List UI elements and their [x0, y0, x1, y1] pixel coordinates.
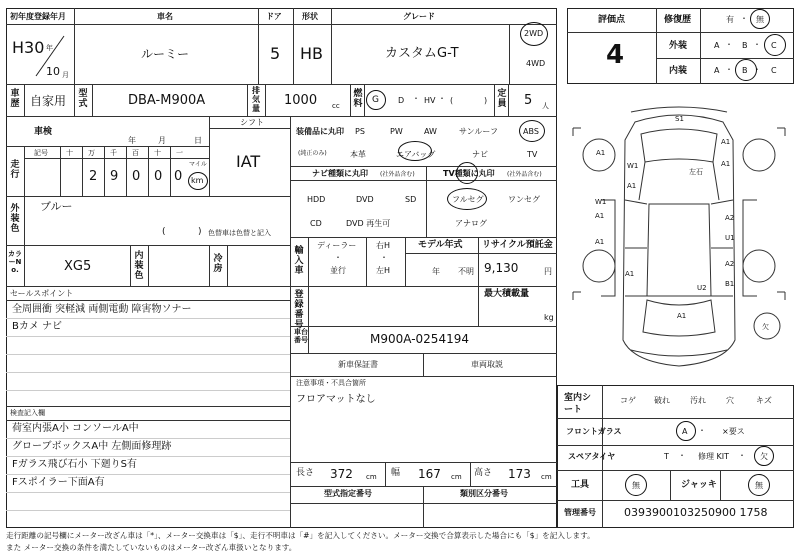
aircon-label: 冷房: [213, 254, 223, 274]
grade-label: グレード: [403, 12, 435, 21]
model-type-value: DBA-M900A: [128, 93, 206, 108]
score-value: 4: [606, 40, 625, 70]
inspection-label: 検査記入欄: [10, 409, 45, 417]
notices-value: フロアマットなし: [296, 394, 376, 405]
odo-digit-2: 0: [132, 169, 141, 184]
spare-tire-label: スペアタイヤ: [568, 452, 616, 461]
fuel-d: D: [398, 96, 405, 105]
car-name-value: ルーミー: [141, 47, 190, 61]
spare-dot-2: ・: [738, 451, 746, 460]
shape-label: 形状: [302, 12, 318, 21]
height-label: 高さ: [474, 468, 493, 478]
model-year-label: モデル年式: [418, 240, 463, 250]
digit-h-1: 万: [88, 149, 95, 157]
shaken-month: 月: [158, 136, 166, 145]
equip-ps: PS: [355, 127, 365, 136]
tools-value: 無: [632, 481, 640, 490]
height-value: 173: [508, 467, 531, 481]
length-cm: cm: [366, 473, 377, 481]
tv-aftermarket: (社外品含む): [507, 171, 542, 178]
person-unit: 人: [542, 102, 549, 110]
ext-a: A: [714, 41, 720, 50]
equip-airbag: エアバッグ: [396, 150, 436, 159]
navi-dvd: DVD: [356, 195, 374, 204]
svg-text:B1: B1: [725, 280, 735, 288]
odo-digit-0: 2: [89, 169, 98, 184]
svg-text:A1: A1: [721, 138, 731, 146]
drive-2wd: 2WD: [524, 29, 544, 38]
svg-text:左石: 左石: [689, 168, 703, 176]
first-reg-era: H30: [12, 38, 45, 57]
cc-unit: cc: [332, 102, 340, 110]
mileage-label: 走行: [10, 160, 20, 180]
tv-type-label: TV種類に丸印: [443, 169, 495, 178]
model-year-unit: 年: [432, 267, 440, 276]
dealer-dot: ・: [334, 253, 342, 262]
inspection-line-2: グローブボックスA中 左側面修理跡: [12, 441, 172, 452]
int-dot-1: ・: [725, 65, 733, 74]
interior-color-label: 内装色: [134, 251, 144, 281]
fuel-hv: HV: [424, 96, 436, 105]
svg-text:W1: W1: [595, 198, 607, 206]
category-no-label: 類別区分番号: [460, 489, 508, 498]
repair-history-label: 修復歴: [664, 15, 692, 25]
tv-oneseg: ワンセグ: [508, 195, 540, 204]
fuel-other-open: (: [450, 96, 454, 105]
navi-aftermarket: (社外品含む): [380, 171, 415, 178]
footer-line-1: 走行距離の記号欄にメーター改ざん車は「*」、メーター交換車は「$」、走行不明車は「#」を記入してください。メーター交換で合算表示した場合にも「$」を記入します。: [6, 531, 595, 540]
car-name-label: 車名: [157, 12, 173, 21]
tv-analog: アナログ: [455, 219, 487, 228]
int-dot-2: ・: [753, 65, 761, 74]
equip-aw: AW: [424, 127, 437, 136]
type-designation-label: 型式指定番号: [324, 489, 372, 498]
svg-text:欠: 欠: [762, 323, 769, 331]
equip-abs: ABS: [523, 127, 539, 136]
height-cm: cm: [541, 473, 552, 481]
color-name: ブルー: [40, 201, 73, 213]
navi-type-label: ナビ種類に丸印: [312, 169, 368, 178]
chassis-label: 車台番号: [294, 328, 308, 344]
odo-digit-3: 0: [154, 169, 163, 184]
digit-h-0: 十: [66, 149, 73, 157]
color-paren-open: (: [162, 227, 166, 237]
spare-kit: 修理 KIT: [698, 452, 730, 461]
svg-text:A1: A1: [677, 312, 687, 320]
svg-text:A2: A2: [725, 260, 735, 268]
int-c: C: [771, 66, 777, 75]
left-h-label: 左H: [376, 266, 391, 275]
color-code: XG5: [64, 259, 92, 274]
shape-value: HB: [300, 44, 324, 63]
svg-text:U2: U2: [697, 284, 707, 292]
digit-h-5: 一: [176, 149, 183, 157]
footer-line-2: また メーター交換の条件を満たしていないものはメーター改ざん車扱いとなります。: [6, 543, 297, 552]
equip-sunroof: サンルーフ: [459, 127, 498, 136]
drive-4wd: 4WD: [526, 59, 546, 68]
inspection-line-3: Fガラス飛び石小 下廻りS有: [12, 459, 137, 470]
shift-value: IAT: [236, 152, 261, 171]
odo-digit-1: 9: [110, 169, 119, 184]
usage-label: 車歴: [10, 89, 20, 109]
equip-tv: TV: [527, 150, 538, 159]
width-label: 幅: [391, 468, 401, 478]
exterior-color-label: 外装色: [10, 204, 20, 234]
shift-label: シフト: [240, 118, 264, 127]
score-label: 評価点: [598, 15, 626, 25]
svg-text:U1: U1: [725, 234, 735, 242]
sales-point-label: セールスポイント: [10, 289, 74, 298]
fuel-label: 燃料: [353, 89, 363, 109]
svg-text:A1: A1: [625, 270, 635, 278]
parallel-label: 並行: [330, 266, 346, 275]
grade-value: カスタムG-T: [385, 46, 459, 61]
doors-value: 5: [270, 44, 281, 63]
sales-point-line-1: 全周囲衝 突軽減 両側電動 障害物ソナー: [12, 304, 192, 315]
equip-pw: PW: [390, 127, 403, 136]
recycle-label: リサイクル預託金: [482, 240, 553, 250]
management-label: 管理番号: [564, 508, 596, 517]
equip-navi: ナビ: [472, 150, 488, 159]
first-reg-month: 10: [46, 65, 60, 78]
seat-dirt: 汚れ: [690, 396, 706, 405]
displacement-label: 排気量: [252, 86, 260, 113]
digit-h-3: 百: [132, 149, 139, 157]
mile-label: マイル: [189, 161, 207, 168]
sales-point-line-2: Bカメ ナビ: [12, 321, 63, 332]
windshield-label: フロントガラス: [566, 427, 622, 436]
svg-text:W1: W1: [627, 162, 639, 170]
seat-label: 室内シート: [564, 393, 592, 415]
notices-label: 注意事項・不具合箇所: [296, 379, 366, 387]
car-diagram: [565, 100, 793, 380]
recycle-yen: 円: [544, 267, 552, 276]
color-no-label: カラーNo.: [8, 250, 22, 274]
dealer-label: ディーラー: [317, 241, 357, 250]
svg-text:A1: A1: [595, 238, 605, 246]
jack-label: ジャッキ: [681, 480, 717, 490]
seat-hole: 穴: [726, 396, 734, 405]
int-b: B: [742, 66, 748, 75]
inspection-line-4: Fスポイラー下面A有: [12, 477, 105, 488]
exterior-label: 外装: [669, 41, 688, 51]
shaken-day: 日: [194, 136, 202, 145]
new-warranty-label: 新車保証書: [338, 360, 378, 369]
standard-paren: (純正のみ): [298, 150, 327, 157]
repair-no: 無: [756, 15, 764, 24]
door-label: ドア: [266, 12, 282, 21]
navi-sd: SD: [405, 195, 417, 204]
shaken-year: 年: [128, 136, 136, 145]
length-value: 372: [330, 467, 353, 481]
svg-text:A1: A1: [721, 160, 731, 168]
equipment-label: 装備品に丸印: [296, 127, 344, 136]
type-label: 型式: [78, 89, 88, 109]
navi-dvd-play: DVD 再生可: [346, 219, 391, 228]
color-paren-close: ): [198, 227, 202, 237]
first-reg-label: 初年度登録年月: [10, 12, 66, 21]
tv-type-circle: [456, 162, 478, 184]
km-unit: km: [191, 176, 204, 185]
manual-label: 車両取説: [471, 360, 503, 369]
svg-text:A2: A2: [725, 214, 735, 222]
model-year-unknown: 不明: [458, 267, 474, 276]
handle-dot: ・: [380, 253, 388, 262]
year-unit: 年: [46, 44, 53, 52]
width-value: 167: [418, 467, 441, 481]
usage-value: 自家用: [30, 94, 67, 108]
windshield-dot: ・: [698, 426, 706, 435]
windshield-replace: ×要ス: [722, 427, 745, 436]
jack-value: 無: [755, 481, 763, 490]
recycle-amount: 9,130: [484, 261, 519, 275]
digit-h-4: 十: [154, 149, 161, 157]
repair-yes: 有: [726, 15, 734, 24]
tools-label: 工具: [571, 480, 590, 490]
max-load-kg: kg: [544, 313, 554, 322]
tv-fullseg: フルセグ: [452, 195, 484, 204]
fuel-dot-1: ・: [412, 94, 420, 103]
int-a: A: [714, 66, 720, 75]
svg-text:A1: A1: [596, 149, 606, 157]
odo-digit-4: 0: [174, 169, 183, 184]
inspection-line-1: 荷室内張A小 コンソールA中: [12, 423, 139, 434]
shaken-label: 車検: [34, 127, 53, 137]
seat-tear: 破れ: [654, 396, 670, 405]
repair-dot: ・: [740, 14, 748, 23]
reg-no-label: 登録番号: [294, 290, 304, 330]
capacity-label: 定員: [497, 89, 507, 109]
width-cm: cm: [451, 473, 462, 481]
fuel-dot-2: ・: [438, 94, 446, 103]
chassis-value: M900A-0254194: [370, 332, 469, 346]
windshield-a: A: [682, 427, 688, 436]
max-load-label: 最大積載量: [484, 289, 530, 299]
ext-b: B: [742, 41, 748, 50]
svg-text:S1: S1: [675, 115, 684, 123]
length-label: 長さ: [296, 468, 315, 478]
ext-dot-1: ・: [725, 40, 733, 49]
fuel-g: G: [372, 95, 379, 105]
ext-c: C: [771, 41, 777, 50]
spare-missing: 欠: [760, 452, 768, 461]
import-label: 輸入車: [294, 246, 304, 276]
svg-text:A1: A1: [595, 212, 605, 220]
navi-hdd: HDD: [307, 195, 326, 204]
month-unit: 月: [62, 71, 69, 79]
equip-leather: 本革: [350, 150, 366, 159]
navi-cd: CD: [310, 219, 322, 228]
right-h-label: 右H: [376, 241, 391, 250]
capacity-value: 5: [524, 93, 533, 108]
management-number: 0393900103250900 1758: [624, 506, 768, 519]
seat-scratch: キズ: [756, 396, 772, 405]
digit-h-2: 千: [110, 149, 117, 157]
ext-dot-2: ・: [753, 40, 761, 49]
kigo-label: 記号: [34, 149, 48, 157]
svg-text:A1: A1: [627, 182, 637, 190]
spare-dot-1: ・: [678, 451, 686, 460]
color-change-note: 色替車は色替と記入: [208, 229, 271, 237]
seat-burn: コゲ: [620, 396, 636, 405]
spare-t: T: [664, 452, 669, 461]
displacement-value: 1000: [284, 93, 318, 108]
interior-label: 内装: [669, 66, 688, 76]
fuel-other-close: ): [484, 96, 488, 105]
